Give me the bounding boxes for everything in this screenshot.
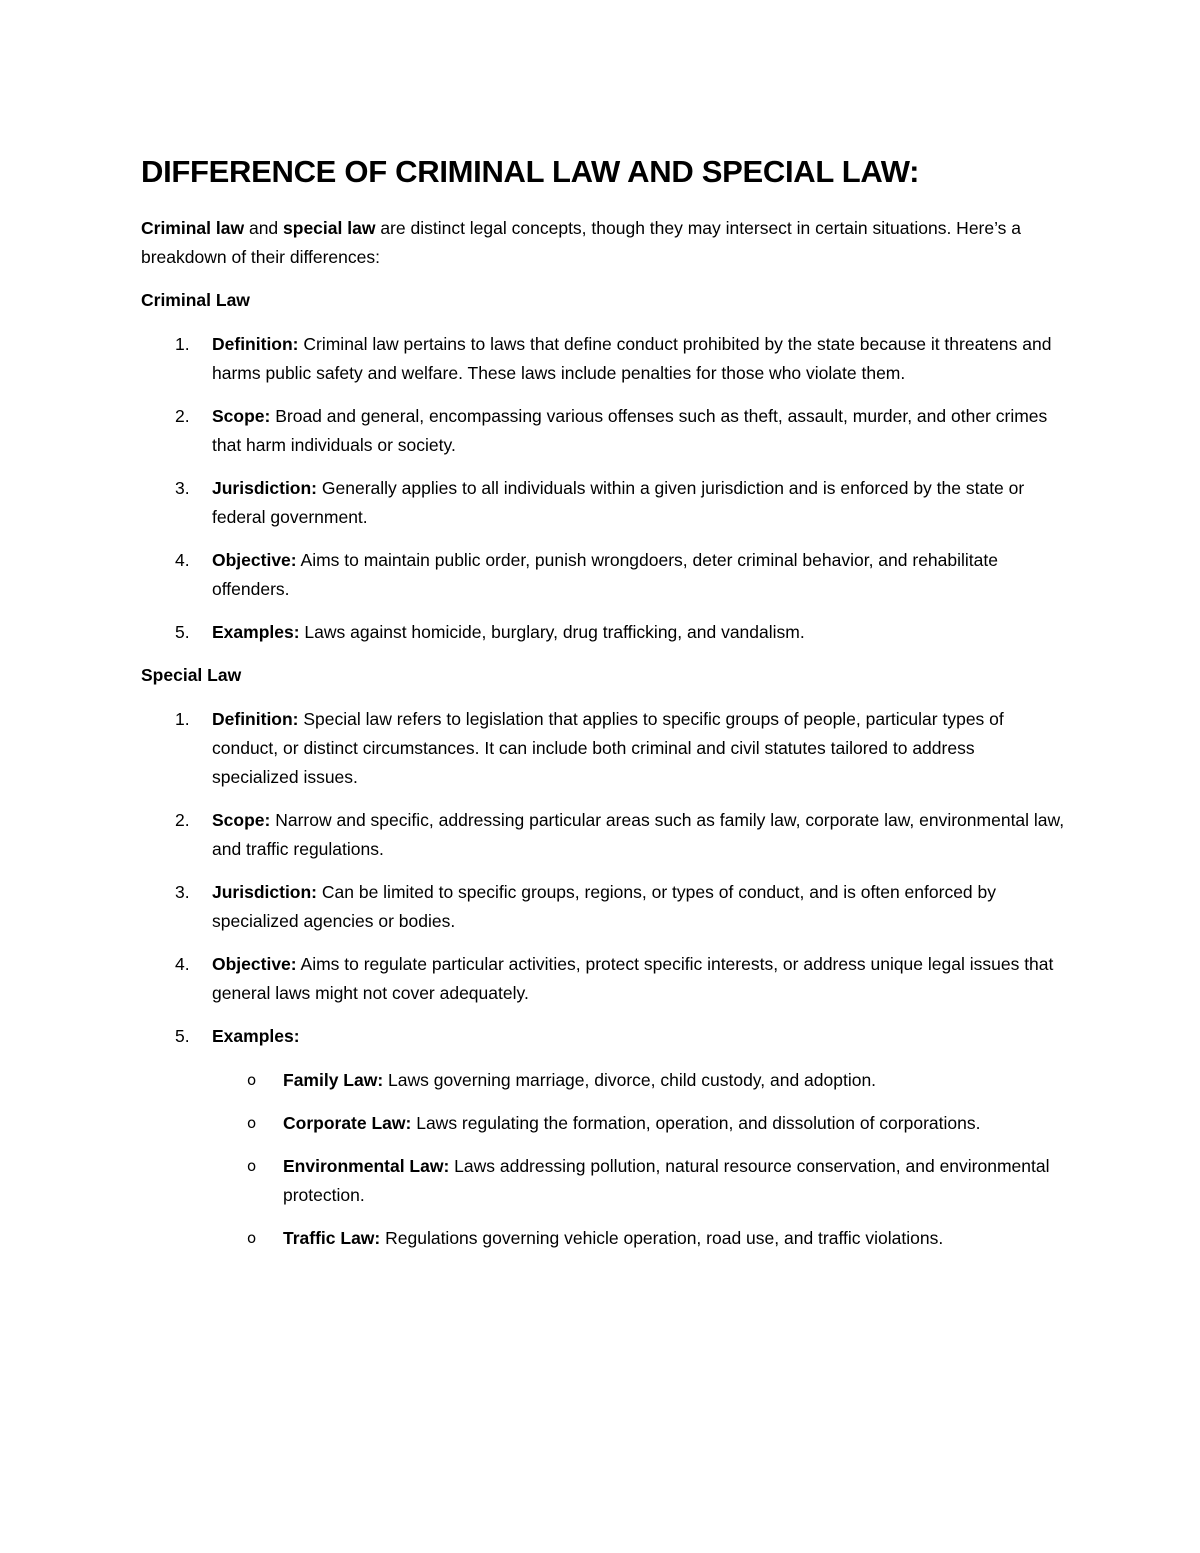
list-item bbox=[141, 618, 1066, 647]
examples-sublist bbox=[141, 1066, 1066, 1253]
list-item bbox=[141, 330, 1066, 388]
subitem-text: Laws regulating the formation, operation, and dissolution of corporations. bbox=[411, 1113, 981, 1133]
item-term: Definition: bbox=[212, 334, 299, 354]
item-term: Jurisdiction: bbox=[212, 478, 318, 498]
item-term: Examples: bbox=[212, 622, 300, 642]
subitem-text: Laws governing marriage, divorce, child custody, and adoption. bbox=[383, 1070, 877, 1090]
item-text: Aims to maintain public order, punish wrongdoers, deter criminal behavior, and rehabilitate offenders. bbox=[212, 550, 998, 599]
list-item bbox=[141, 806, 1066, 864]
item-term: Scope: bbox=[212, 406, 271, 426]
item-number: 4. bbox=[175, 550, 190, 570]
special-law-list bbox=[141, 705, 1066, 1253]
sub-list-item bbox=[141, 1066, 1066, 1095]
item-text: Broad and general, encompassing various offenses such as theft, assault, murder, and other crimes that harm individuals or society. bbox=[212, 406, 1048, 455]
subitem-text: Laws addressing pollution, natural resource conservation, and environmental protection. bbox=[283, 1156, 1050, 1205]
sub-list-item bbox=[141, 1152, 1066, 1210]
bullet-icon: o bbox=[247, 1114, 257, 1132]
bullet-icon: o bbox=[247, 1071, 257, 1089]
intro-paragraph bbox=[141, 214, 1066, 272]
list-item bbox=[141, 474, 1066, 532]
page-title: DIFFERENCE OF CRIMINAL LAW AND SPECIAL LAW: bbox=[141, 154, 920, 189]
intro-term-criminal-law: Criminal law bbox=[141, 218, 245, 238]
item-text: Can be limited to specific groups, regions, or types of conduct, and is often enforced by specialized agencies or bodies. bbox=[212, 882, 997, 931]
item-term: Examples: bbox=[212, 1026, 300, 1046]
intro-text: are distinct legal concepts, though they may intersect in certain situations. Here’s a breakdown of their differences: bbox=[141, 218, 1022, 267]
item-number: 4. bbox=[175, 954, 190, 974]
item-text: Criminal law pertains to laws that define conduct prohibited by the state because it threatens and harms public safety and welfare. These laws include penalties for those who violate them. bbox=[212, 334, 1052, 383]
subitem-term: Corporate Law: bbox=[283, 1113, 412, 1133]
list-item bbox=[141, 705, 1066, 792]
item-number: 2. bbox=[175, 810, 190, 830]
bullet-icon: o bbox=[247, 1157, 257, 1175]
item-number: 5. bbox=[175, 622, 190, 642]
item-text: Aims to regulate particular activities, protect specific interests, or address unique legal issues that general laws might not cover adequately. bbox=[212, 954, 1054, 1003]
intro-joiner: and bbox=[244, 218, 284, 238]
document-page bbox=[141, 150, 1066, 1267]
item-term: Jurisdiction: bbox=[212, 882, 318, 902]
item-number: 1. bbox=[175, 334, 190, 354]
subitem-term: Environmental Law: bbox=[283, 1156, 450, 1176]
item-number: 3. bbox=[175, 478, 190, 498]
item-text: Laws against homicide, burglary, drug trafficking, and vandalism. bbox=[299, 622, 805, 642]
bullet-icon: o bbox=[247, 1229, 257, 1247]
item-text: Narrow and specific, addressing particular areas such as family law, corporate law, environmental law, and traffic regulations. bbox=[212, 810, 1065, 859]
item-term: Objective: bbox=[212, 954, 297, 974]
item-text: Special law refers to legislation that applies to specific groups of people, particular types of conduct, or distinct circumstances. It can include both criminal and civil statutes tailored to address specialized issues. bbox=[212, 709, 1004, 787]
sub-list-item bbox=[141, 1224, 1066, 1253]
item-term: Scope: bbox=[212, 810, 271, 830]
list-item bbox=[141, 950, 1066, 1008]
item-number: 3. bbox=[175, 882, 190, 902]
subitem-text: Regulations governing vehicle operation, road use, and traffic violations. bbox=[380, 1228, 944, 1248]
list-item bbox=[141, 546, 1066, 604]
section-heading-criminal-law: Criminal Law bbox=[141, 290, 250, 310]
subitem-term: Family Law: bbox=[283, 1070, 384, 1090]
list-item bbox=[141, 878, 1066, 936]
item-number: 1. bbox=[175, 709, 190, 729]
item-term: Objective: bbox=[212, 550, 297, 570]
section-heading-special-law: Special Law bbox=[141, 665, 242, 685]
criminal-law-list bbox=[141, 330, 1066, 647]
intro-term-special-law: special law bbox=[283, 218, 376, 238]
item-text: Generally applies to all individuals within a given jurisdiction and is enforced by the state or federal government. bbox=[212, 478, 1025, 527]
item-number: 2. bbox=[175, 406, 190, 426]
list-item bbox=[141, 402, 1066, 460]
list-item-examples bbox=[141, 1022, 1066, 1253]
subitem-term: Traffic Law: bbox=[283, 1228, 381, 1248]
sub-list-item bbox=[141, 1109, 1066, 1138]
item-number: 5. bbox=[175, 1026, 190, 1046]
item-term: Definition: bbox=[212, 709, 299, 729]
